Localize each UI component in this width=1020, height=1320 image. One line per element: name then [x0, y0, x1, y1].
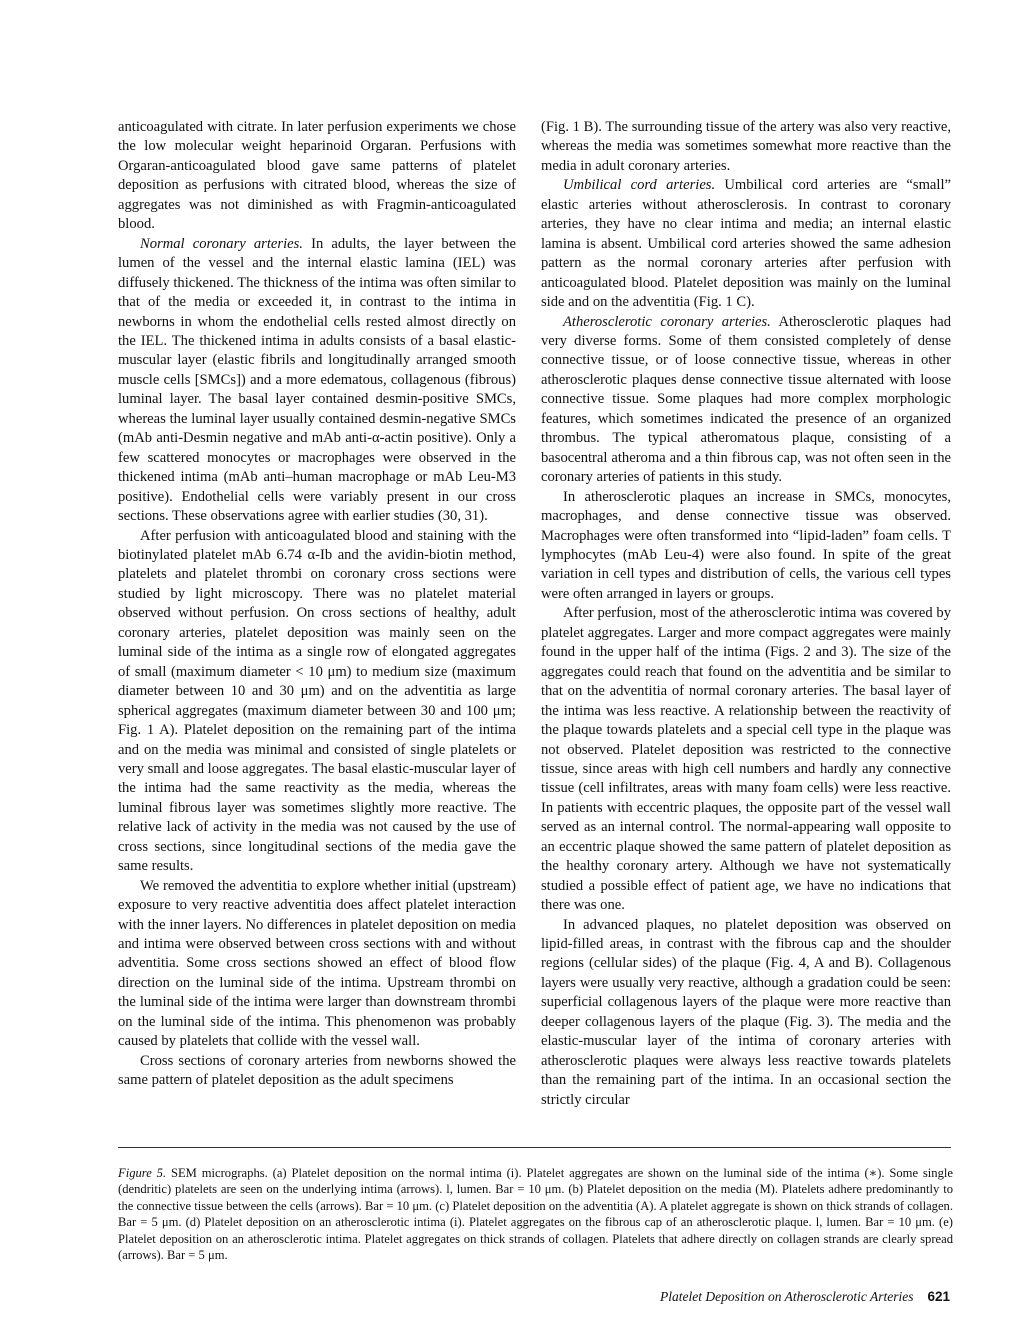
paragraph-text: Umbilical cord arteries are “small” elastic arteries without atherosclerosis. In contrast to coronary arteries, they have no clear intima and media; an internal elastic lamina is absent. Umbilical cord arteries showed the same adhesion pattern as the normal coronary arteries after perfusion with anticoagulated blood. Platelet deposition was mainly on the luminal side and on the adventitia (Fig. 1 C).	[541, 177, 951, 311]
page-footer	[600, 1289, 950, 1305]
paragraph	[118, 235, 516, 527]
paragraph-text: After perfusion, most of the atherosclerotic intima was covered by platelet aggregates. Larger and more compact aggregates were mainly found in the upper half of the intima (Figs. 2 and 3). The size of the aggregates could reach that found on the adventitia and be similar to that on the adventitia of normal coronary arteries. The basal layer of the intima was less reactive. A relationship between the reactivity of the plaque towards platelets and a special cell type in the plaque was not observed. Platelet deposition was restricted to the connective tissue, since areas with high cell numbers and hardly any connective tissue (cell infiltrates, areas with many foam cells) were less reactive. In patients with eccentric plaques, the opposite part of the vessel wall served as an internal control. The normal-appearing wall opposite to an eccentric plaque showed the same pattern of platelet deposition as the healthy coronary artery. Although we have not systematically studied a possible effect of patient age, we have no indications that there was one.	[541, 605, 951, 914]
paragraph-heading: Umbilical cord arteries.	[563, 177, 716, 194]
figure-caption	[118, 1165, 953, 1263]
paragraph	[118, 118, 516, 235]
paragraph-text: Atherosclerotic plaques had very diverse forms. Some of them consisted completely of dense connective tissue, or of loose connective tissue, whereas in other atherosclerotic plaques dense connective tissue alternated with loose connective tissue. Some plaques had more complex morphologic features, which sometimes indicated the presence of an organized thrombus. The typical atheromatous plaque, consisting of a basocentral atheroma and a thin fibrous cap, was not often seen in the coronary arteries of patients in this study.	[541, 313, 951, 486]
paragraph	[541, 604, 951, 915]
paragraph-text: In adults, the layer between the lumen of the vessel and the internal elastic lamina (IEL) was diffusely thickened. The thickness of the intima was often similar to that of the media or exceeded it, in contrast to the intima in newborns in whom the endothelial cells rested almost directly on the IEL. The thickened intima in adults consists of a basal elastic-muscular layer (elastic fibrils and longitudinally arranged smooth muscle cells [SMCs]) and a more edematous, collagenous (fibrous) luminal layer. The basal layer contained desmin-positive SMCs, whereas the luminal layer usually contained desmin-negative SMCs (mAb anti-Desmin negative and mAb anti-α-actin positive). Only a few scattered monocytes or macrophages were observed in the thickened intima (mAb anti–human macrophage or mAb Leu-M3 positive). Endothelial cells were variably present in our cross sections. These observations agree with earlier studies (30, 31).	[118, 235, 517, 525]
caption-text: SEM micrographs. (a) Platelet deposition on the normal intima (i). Platelet aggregates are shown on the luminal side of the intima (∗). Some single (dendritic) platelets are seen on the underlying intima (arrows). l, lumen. Bar = 10 μm. (b) Platelet deposition on the media (M). Platelets adhere predominantly to the connective tissue between the cells (arrows). Bar = 10 μm. (c) Platelet deposition on the adventitia (A). A platelet aggregate is shown on thick strands of collagen. Bar = 5 μm. (d) Platelet deposition on an atherosclerotic intima (i). Platelet aggregates on the fibrous cap of an atherosclerotic plaque. l, lumen. Bar = 10 μm. (e) Platelet deposition on an atherosclerotic intima. Platelet aggregates on thick strands of collagen. Platelets that adhere directly on collagen strands are clearly spread (arrows). Bar = 5 μm.	[118, 1166, 953, 1263]
paragraph	[118, 527, 516, 877]
caption-divider	[118, 1147, 951, 1148]
paragraph-heading: Normal coronary arteries.	[140, 235, 303, 252]
paragraph	[541, 916, 951, 1111]
paragraph-text: anticoagulated with citrate. In later perfusion experiments we chose the low molecular weight heparinoid Orgaran. Perfusions with Orgaran-anticoagulated blood gave same patterns of platelet deposition as perfusions with citrated blood, whereas the size of aggregates was not diminished as with Fragmin-anticoagulated blood.	[118, 119, 516, 233]
right-column	[541, 118, 951, 1110]
paragraph-text: We removed the adventitia to explore whether initial (upstream) exposure to very reactive adventitia does affect platelet interaction with the inner layers. No differences in platelet deposition on media and intima were observed between cross sections with and without adventitia. Some cross sections showed an effect of blood flow direction on the luminal side of the intima. Upstream thrombi on the luminal side of the intima were larger than downstream thrombi on the luminal side of the intima. This phenomenon was probably caused by platelets that collide with the vessel wall.	[118, 877, 516, 1050]
caption-label: Figure 5.	[118, 1166, 167, 1180]
paragraph-text: Cross sections of coronary arteries from newborns showed the same pattern of platelet deposition as the adult specimens	[118, 1052, 516, 1089]
paragraph-text: In advanced plaques, no platelet deposition was observed on lipid-filled areas, in contrast with the fibrous cap and the shoulder regions (cellular sides) of the plaque (Fig. 4, A and B). Collagenous layers were usually very reactive, although a gradation could be seen: superficial collagenous layers of the plaque were more reactive than deeper collagenous layers of the plaque (Fig. 3). The media and the elastic-muscular layer of the intima of coronary arteries with atherosclerotic plaques were always less reactive towards platelets than the remaining part of the intima. In an occasional section the strictly circular	[541, 916, 951, 1108]
paragraph	[541, 118, 951, 176]
paragraph	[118, 1052, 516, 1091]
paragraph-text: After perfusion with anticoagulated blood and staining with the biotinylated platelet mAb 6.74 α-Ib and the avidin-biotin method, platelets and platelet thrombi on coronary cross sections were studied by light microscopy. There was no platelet material observed without perfusion. On cross sections of healthy, adult coronary arteries, platelet deposition was mainly seen on the luminal side of the intima as a single row of elongated aggregates of small (maximum diameter < 10 μm) to medium size (maximum diameter between 10 and 30 μm) and on the adventitia as large spherical aggregates (maximum diameter between 30 and 100 μm; Fig. 1 A). Platelet deposition on the remaining part of the intima and on the media was minimal and consisted of single platelets or very small and loose aggregates. The basal elastic-muscular layer of the intima had the same reactivity as the media, whereas the luminal fibrous layer was sometimes slightly more reactive. The relative lack of activity in the media was not caused by the use of cross sections, since longitudinal sections of the media gave the same results.	[118, 527, 516, 875]
paragraph-text: In atherosclerotic plaques an increase in SMCs, monocytes, macrophages, and dense connective tissue was observed. Macrophages were often transformed into “lipid-laden” foam cells. T lymphocytes (mAb Leu-4) were also found. In spite of the great variation in cell types and distribution of cells, the various cell types were often arranged in layers or groups.	[541, 488, 951, 602]
page-number: 621	[927, 1289, 950, 1304]
paragraph-text: (Fig. 1 B). The surrounding tissue of the artery was also very reactive, whereas the media was sometimes somewhat more reactive than the media in adult coronary arteries.	[541, 119, 951, 174]
left-column	[118, 118, 516, 1091]
paragraph	[541, 176, 951, 312]
paragraph	[118, 877, 516, 1052]
running-title: Platelet Deposition on Atherosclerotic Arteries	[660, 1289, 914, 1304]
paragraph	[541, 488, 951, 605]
paragraph	[541, 313, 951, 488]
paragraph-heading: Atherosclerotic coronary arteries.	[563, 313, 771, 330]
